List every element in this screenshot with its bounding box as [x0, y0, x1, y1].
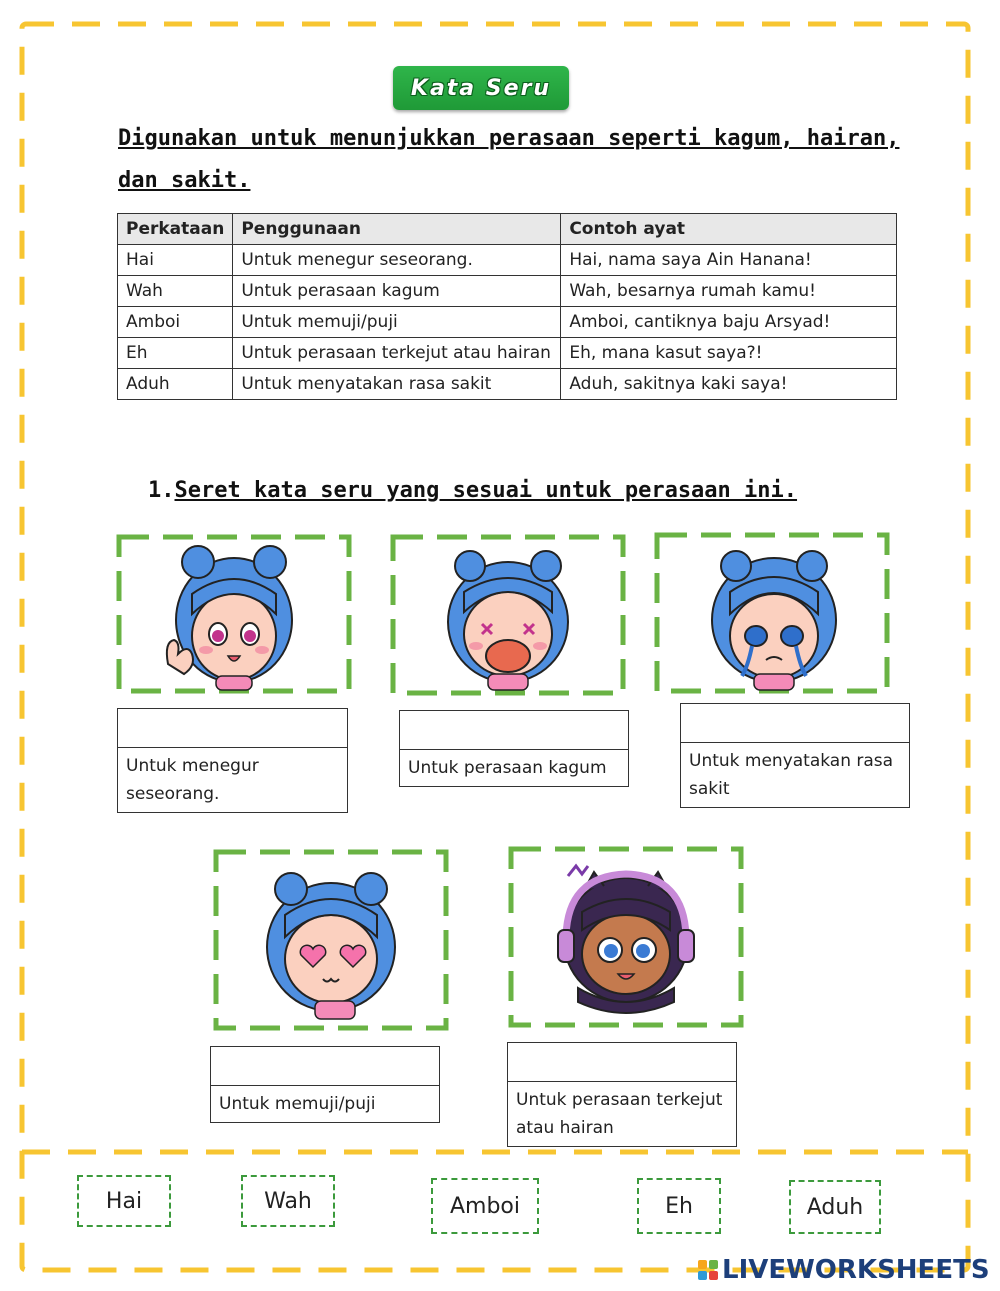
question-heading — [148, 478, 797, 503]
table-cell: Untuk menegur seseorang. — [233, 245, 561, 276]
table-row — [118, 276, 897, 307]
answer-box-4 — [210, 1046, 440, 1123]
table-row — [118, 245, 897, 276]
table-cell: Eh — [118, 338, 233, 369]
answer-box-2 — [399, 710, 629, 787]
drop-zone-3[interactable] — [681, 704, 909, 743]
table-row — [118, 307, 897, 338]
table-cell: Wah — [118, 276, 233, 307]
picture-frame-2 — [390, 534, 626, 696]
chip-amboi[interactable]: Amboi — [431, 1178, 539, 1234]
table-cell: Untuk menyatakan rasa sakit — [233, 369, 561, 400]
drop-zone-4[interactable] — [211, 1047, 439, 1086]
table-cell: Hai — [118, 245, 233, 276]
picture-frame-1 — [116, 534, 352, 694]
usage-table — [117, 213, 897, 400]
picture-frame-3 — [654, 532, 890, 694]
answer-box-1 — [117, 708, 348, 813]
drop-zone-2[interactable] — [400, 711, 628, 750]
headphone-girl-icon — [508, 846, 744, 1028]
answer-box-3 — [680, 703, 910, 808]
picture-frame-5 — [508, 846, 744, 1028]
definition-text: Digunakan untuk menunjukkan perasaan seperti kagum, hairan, dan sakit. — [118, 126, 900, 193]
brand-name: LIVEWORKSHEETS — [722, 1255, 990, 1285]
answer-description: Untuk menyatakan rasa sakit — [689, 751, 894, 799]
chip-wah[interactable]: Wah — [241, 1175, 335, 1227]
table-cell: Amboi, cantiknya baju Arsyad! — [561, 307, 897, 338]
table-cell: Eh, mana kasut saya?! — [561, 338, 897, 369]
answer-description: Untuk memuji/puji — [219, 1094, 376, 1114]
table-header: Contoh ayat — [561, 214, 897, 245]
waving-girl-icon — [116, 534, 352, 694]
answer-description: Untuk perasaan terkejut atau hairan — [516, 1090, 723, 1138]
chip-hai[interactable]: Hai — [77, 1175, 171, 1227]
table-cell: Aduh — [118, 369, 233, 400]
chip-aduh[interactable]: Aduh — [789, 1180, 881, 1234]
table-cell: Untuk memuji/puji — [233, 307, 561, 338]
table-cell: Amboi — [118, 307, 233, 338]
answer-box-5 — [507, 1042, 737, 1147]
table-cell: Hai, nama saya Ain Hanana! — [561, 245, 897, 276]
table-cell: Aduh, sakitnya kaki saya! — [561, 369, 897, 400]
table-row — [118, 338, 897, 369]
answer-description: Untuk perasaan kagum — [408, 758, 607, 778]
table-cell: Untuk perasaan kagum — [233, 276, 561, 307]
page-title-badge: Kata Seru — [393, 66, 569, 110]
table-header: Perkataan — [118, 214, 233, 245]
table-cell: Untuk perasaan terkejut atau hairan — [233, 338, 561, 369]
heart-eyes-girl-icon — [213, 849, 449, 1031]
drop-zone-1[interactable] — [118, 709, 347, 748]
question-text: Seret kata seru yang sesuai untuk perasaan ini. — [174, 478, 798, 503]
picture-frame-4 — [213, 849, 449, 1031]
drop-zone-5[interactable] — [508, 1043, 736, 1082]
amazed-girl-icon — [390, 534, 626, 696]
table-header: Penggunaan — [233, 214, 561, 245]
logo-mark-icon — [698, 1260, 718, 1280]
crying-girl-icon — [654, 532, 890, 694]
question-number: 1. — [148, 478, 175, 503]
table-header-row — [118, 214, 897, 245]
table-row — [118, 369, 897, 400]
brand-logo — [698, 1256, 990, 1284]
answer-description: Untuk menegur seseorang. — [126, 756, 259, 804]
table-cell: Wah, besarnya rumah kamu! — [561, 276, 897, 307]
chip-eh[interactable]: Eh — [637, 1178, 721, 1234]
